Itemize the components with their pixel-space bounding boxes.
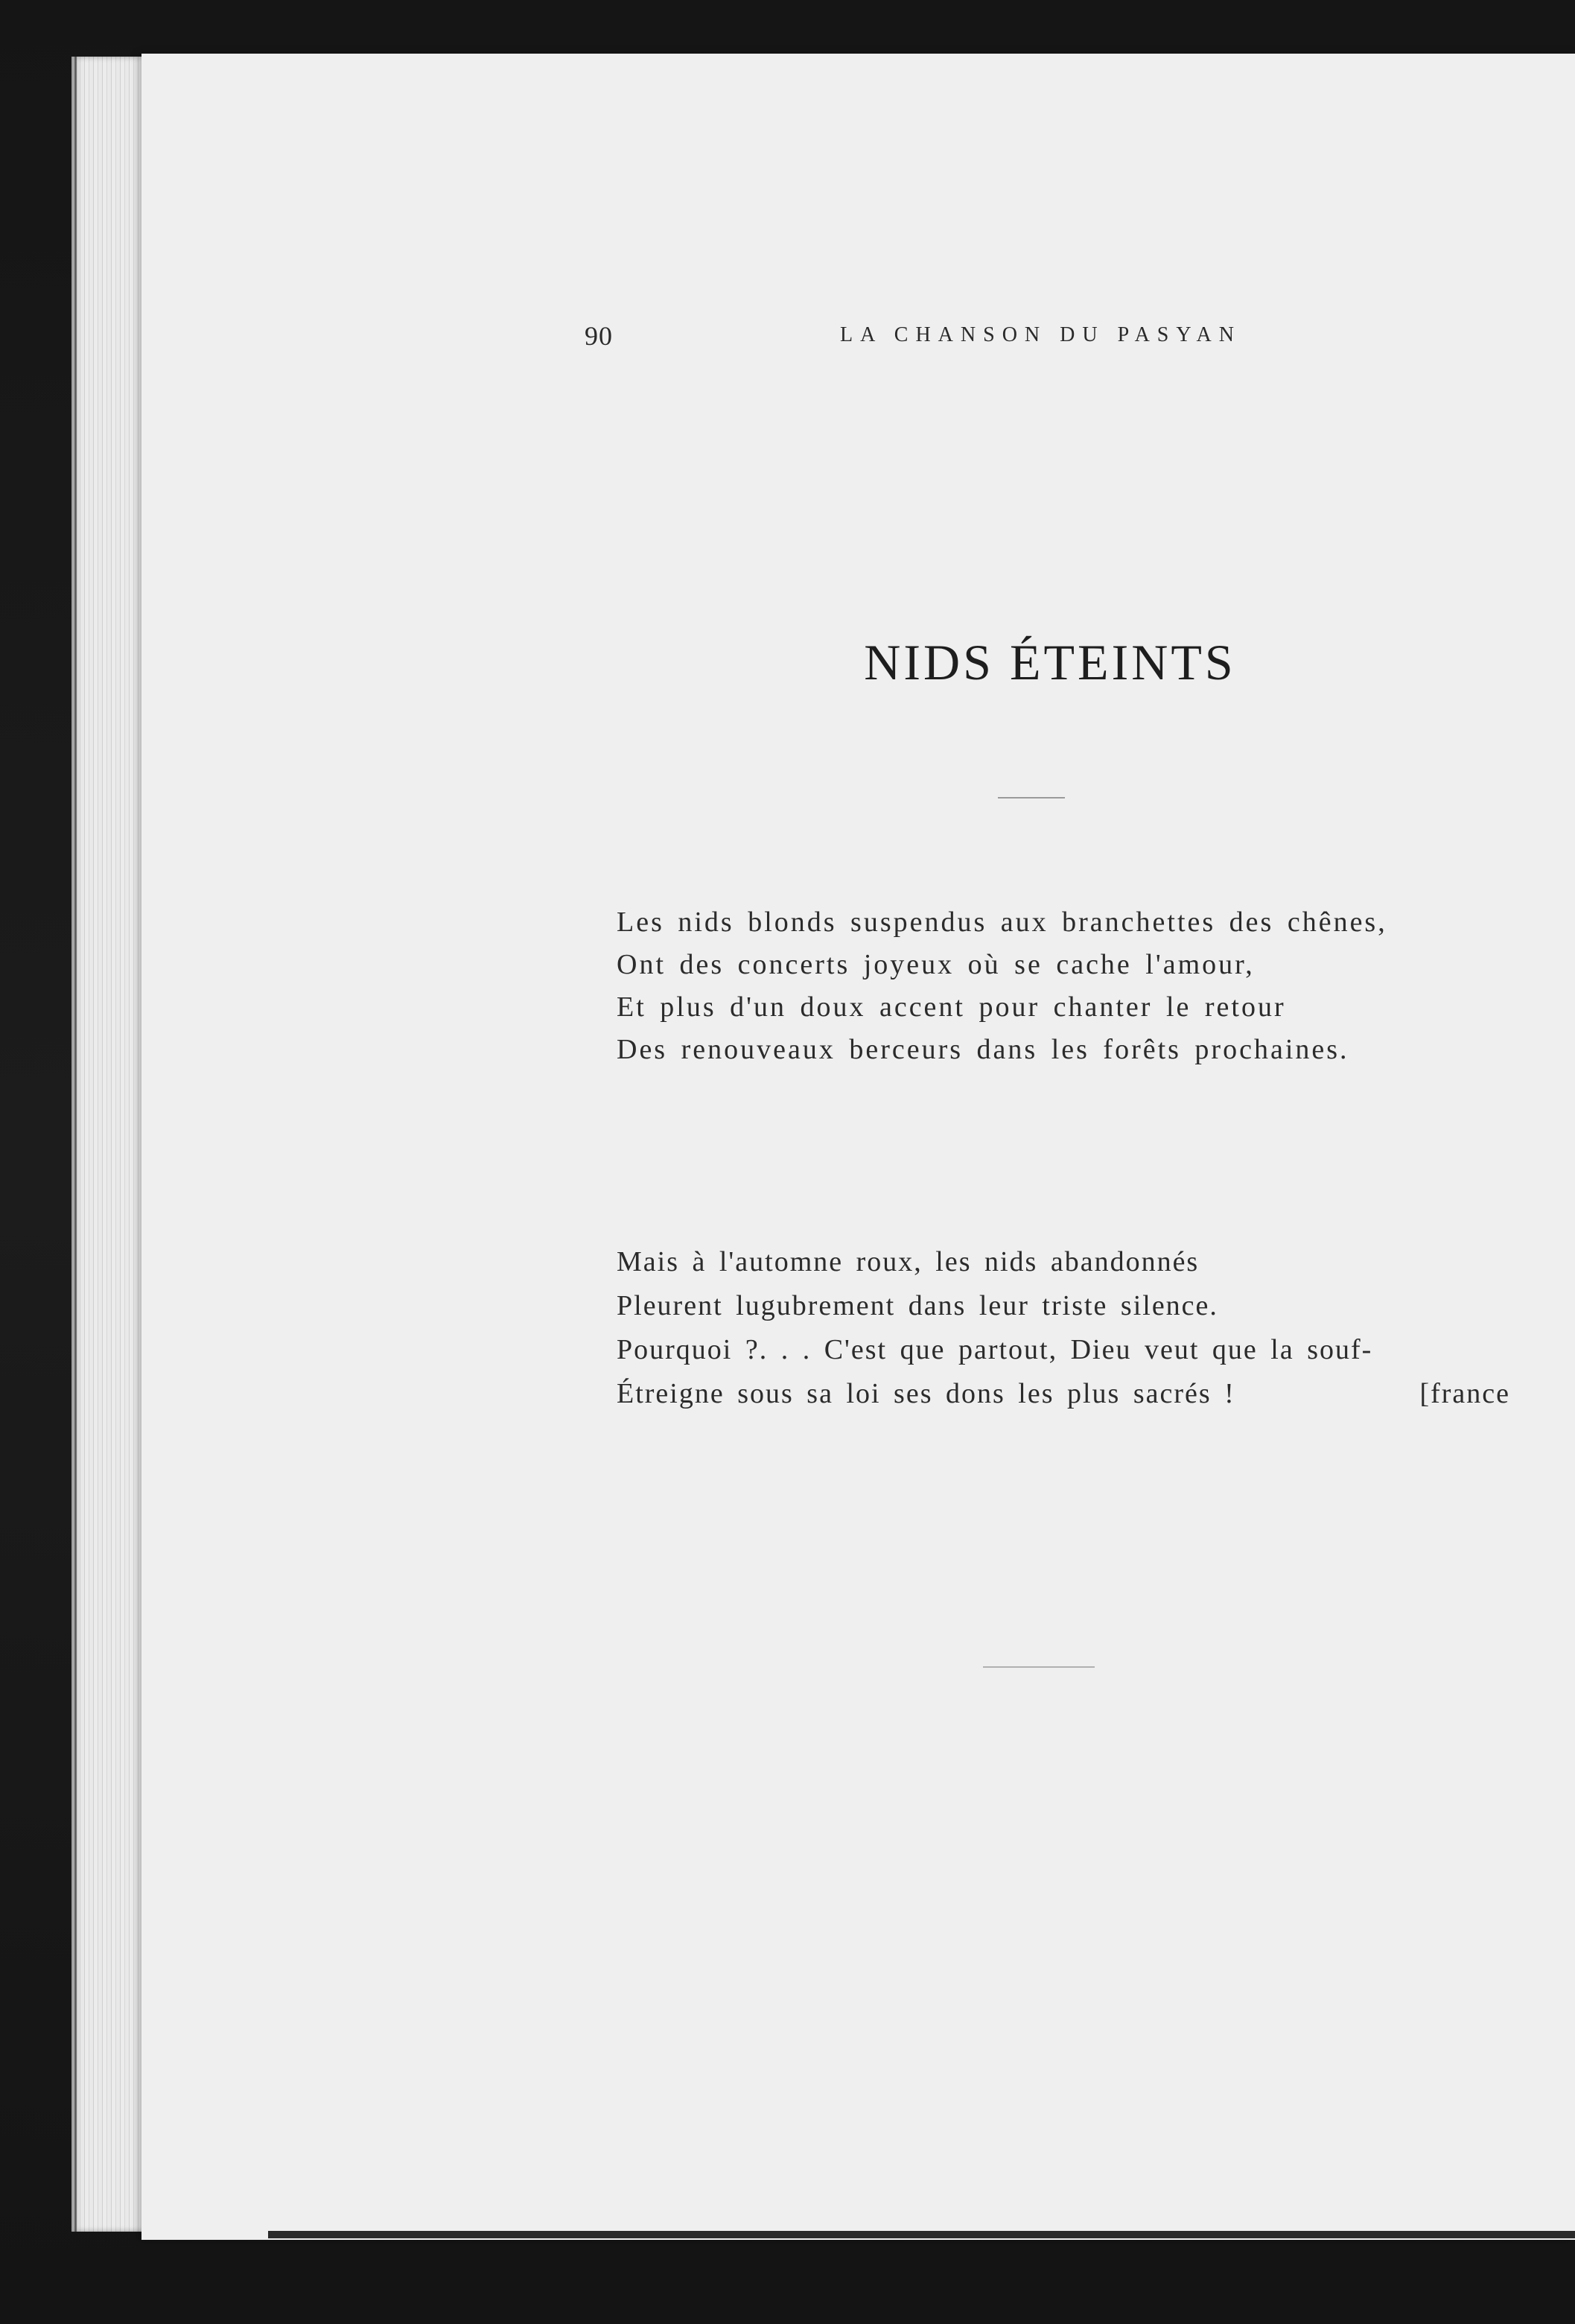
book-page — [141, 54, 1575, 2240]
verse-line: Ont des concerts joyeux où se cache l'amour, — [617, 949, 1255, 980]
title-divider — [998, 797, 1065, 799]
verse-line: Des renouveaux berceurs dans les forêts prochaines. — [617, 1034, 1349, 1065]
verse-line: Et plus d'un doux accent pour chanter le retour — [617, 991, 1286, 1023]
verse-line: Pleurent lugubrement dans leur triste silence. — [617, 1290, 1218, 1321]
poem-title-text: NIDS ÉTEINTS — [864, 634, 1236, 690]
verse-line-tail: [france — [1419, 1378, 1510, 1409]
stanza-2 — [617, 1240, 1533, 1416]
verse-line: Les nids blonds suspendus aux branchettes des chênes, — [617, 907, 1387, 938]
verse-line: Étreigne sous sa loi ses dons les plus sacrés ! — [617, 1378, 1235, 1409]
verse-line-with-tail — [617, 1372, 1510, 1416]
verse-line: Mais à l'automne roux, les nids abandonnés — [617, 1246, 1200, 1277]
running-title: LA CHANSON DU PASYAN — [840, 323, 1241, 346]
page-bottom-edge — [268, 2231, 1575, 2238]
poem-title — [841, 633, 1259, 692]
stanza-1 — [617, 901, 1533, 1071]
page-number: 90 — [585, 321, 613, 351]
running-head — [0, 320, 1575, 365]
verse-line: Pourquoi ?. . . C'est que partout, Dieu veut que la souf- — [617, 1334, 1373, 1365]
end-divider — [983, 1666, 1095, 1668]
